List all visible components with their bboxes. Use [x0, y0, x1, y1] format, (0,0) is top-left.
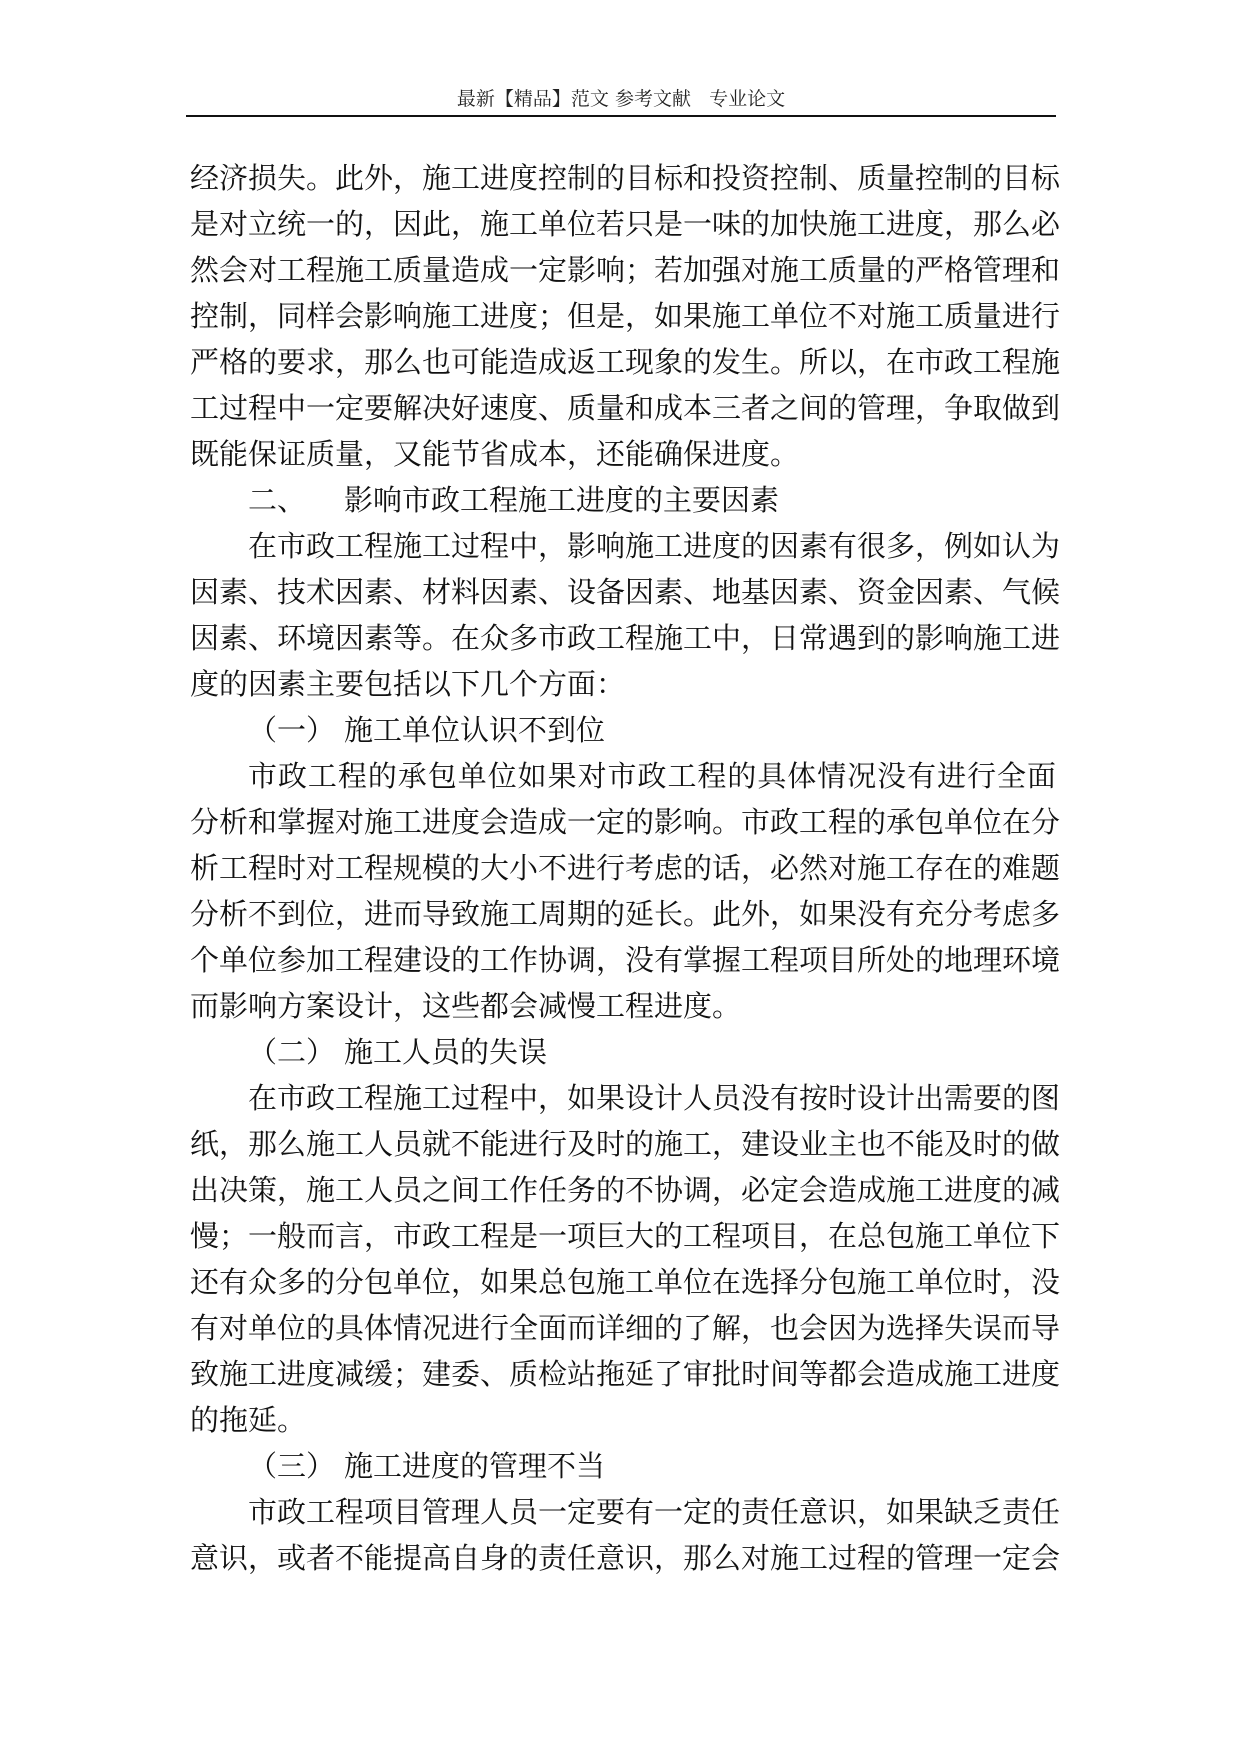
section-title: 影响市政工程施工进度的主要因素 [344, 483, 780, 517]
page-header: 最新【精品】范文 参考文献 专业论文 [456, 88, 786, 110]
section-heading [190, 477, 1056, 523]
text-line: 是对立统一的，因此，施工单位若只是一味的加快施工进度，那么必 [190, 207, 1061, 241]
text-line: 的拖延。 [190, 1403, 307, 1437]
document-body [190, 155, 1061, 1581]
text-line: 慢；一般而言，市政工程是一项巨大的工程项目，在总包施工单位下 [190, 1219, 1061, 1253]
text-line: 意识，或者不能提高自身的责任意识，那么对施工过程的管理一定会 [190, 1541, 1061, 1575]
subsection-heading [190, 707, 1056, 753]
text-line: 经济损失。此外，施工进度控制的目标和投资控制、质量控制的目标 [190, 161, 1061, 195]
text-line: 因素、环境因素等。在众多市政工程施工中，日常遇到的影响施工进 [190, 621, 1061, 655]
text-line: 个单位参加工程建设的工作协调，没有掌握工程项目所处的地理环境 [190, 943, 1061, 977]
header-divider [186, 115, 1056, 117]
subsection-number: （二） [248, 1035, 336, 1069]
text-line: 纸，那么施工人员就不能进行及时的施工，建设业主也不能及时的做 [190, 1127, 1061, 1161]
text-line: 严格的要求，那么也可能造成返工现象的发生。所以，在市政工程施 [190, 345, 1061, 379]
text-line: 控制，同样会影响施工进度；但是，如果施工单位不对施工质量进行 [190, 299, 1061, 333]
text-line: 工过程中一定要解决好速度、质量和成本三者之间的管理，争取做到 [190, 391, 1061, 425]
text-line: 致施工进度减缓；建委、质检站拖延了审批时间等都会造成施工进度 [190, 1357, 1061, 1391]
subsection-number: （一） [248, 713, 336, 747]
section-number: 二、 [248, 483, 307, 517]
subsection-heading [190, 1029, 1056, 1075]
text-line: 析工程时对工程规模的大小不进行考虑的话，必然对施工存在的难题 [190, 851, 1061, 885]
text-line: 还有众多的分包单位，如果总包施工单位在选择分包施工单位时，没 [190, 1265, 1061, 1299]
text-line: 度的因素主要包括以下几个方面： [190, 667, 626, 701]
text-line: 有对单位的具体情况进行全面而详细的了解，也会因为选择失误而导 [190, 1311, 1061, 1345]
text-line: 而影响方案设计，这些都会减慢工程进度。 [190, 989, 742, 1023]
subsection-title: 施工人员的失误 [344, 1035, 548, 1069]
subsection-title: 施工进度的管理不当 [344, 1449, 606, 1483]
text-line: 在市政工程施工过程中，如果设计人员没有按时设计出需要的图 [248, 1081, 1061, 1115]
text-line: 市政工程项目管理人员一定要有一定的责任意识，如果缺乏责任 [248, 1495, 1061, 1529]
text-line: 出决策，施工人员之间工作任务的不协调，必定会造成施工进度的减 [190, 1173, 1061, 1207]
text-line: 既能保证质量，又能节省成本，还能确保进度。 [190, 437, 800, 471]
subsection-number: （三） [248, 1449, 336, 1483]
text-line: 分析不到位，进而导致施工周期的延长。此外，如果没有充分考虑多 [190, 897, 1061, 931]
text-line: 然会对工程施工质量造成一定影响；若加强对施工质量的严格管理和 [190, 253, 1061, 287]
subsection-title: 施工单位认识不到位 [344, 713, 606, 747]
text-line: 在市政工程施工过程中，影响施工进度的因素有很多，例如认为 [248, 529, 1061, 563]
subsection-heading [190, 1443, 1056, 1489]
text-line: 市政工程的承包单位如果对市政工程的具体情况没有进行全面 [248, 759, 1056, 793]
text-line: 因素、技术因素、材料因素、设备因素、地基因素、资金因素、气候 [190, 575, 1061, 609]
text-line: 分析和掌握对施工进度会造成一定的影响。市政工程的承包单位在分 [190, 805, 1061, 839]
